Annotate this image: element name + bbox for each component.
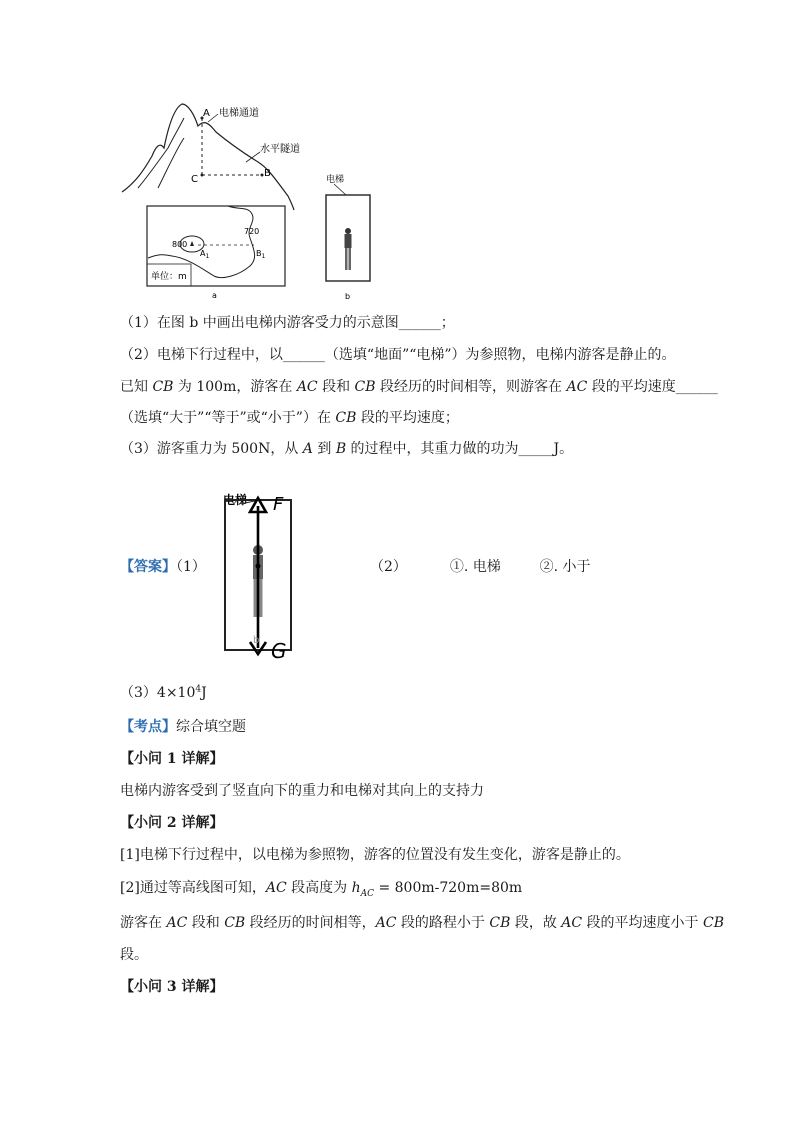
caption-b: b	[345, 292, 351, 301]
sub2-heading: 【小问 2 详解】	[120, 815, 224, 831]
sub3-heading: 【小问 3 详解】	[120, 979, 224, 995]
question-2-line-3: （选填“大于”“等于”或“小于”）在 CB 段的平均速度；	[120, 410, 459, 426]
answer-part-2-row	[370, 556, 591, 576]
answer-figure	[205, 488, 315, 663]
question-2-line-1: （2）电梯下行过程中，以______（选填“地面”“电梯”）为参照物，电梯内游客是静止的。	[120, 347, 676, 363]
label-elevator-channel: 电梯通道	[219, 108, 259, 119]
tourist-figure-b	[345, 228, 352, 270]
label-a: A	[203, 108, 210, 119]
answer-part-1: （1）	[176, 559, 206, 575]
label-800: 800	[172, 240, 188, 249]
answer-line	[120, 556, 206, 576]
answer-figure-b: b	[253, 635, 260, 646]
answer-part-3: $(3)4\times 10^4J$	[120, 684, 207, 701]
figure-a-b-svg	[118, 98, 378, 308]
answer-elevator-label: 电梯	[223, 493, 248, 507]
mountain-outline	[122, 104, 294, 210]
leader-elevator-b	[334, 184, 346, 195]
force-f-label: F	[273, 494, 284, 515]
answer-2-1: ①. 电梯	[449, 559, 501, 575]
sub2-text-3: 游客在 AC 段和 CB 段经历的时间相等，AC 段的路程小于 CB 段，故 AC 段的平均速度小于 CB	[120, 915, 725, 931]
point-c	[201, 174, 204, 177]
sub2-text-1: [1]电梯下行过程中，以电梯为参照物，游客的位置没有发生变化，游客是静止的。	[120, 847, 630, 863]
force-g-label: G	[271, 639, 287, 663]
contour-720	[148, 206, 255, 278]
label-unit: 单位：m	[151, 272, 187, 282]
mountain-ridge	[138, 118, 184, 188]
caption-a: a	[212, 291, 217, 300]
question-3: （3）游客重力为 500N，从 A 到 B 的过程中，其重力做的功为_____J。	[120, 441, 574, 457]
sub2-text-2: [2]通过等高线图可知，AC 段高度为 $h_{AC} = 800m-720m=80m$	[120, 880, 523, 899]
answer-2-2: ②. 小于	[539, 559, 591, 575]
kaodian-row: 【考点】综合填空题	[120, 719, 246, 735]
force-origin	[256, 564, 261, 569]
peak-triangle-icon	[190, 241, 194, 246]
question-1: （1）在图 b 中画出电梯内游客受力的示意图______；	[120, 315, 455, 331]
label-horizontal-tunnel: 水平隧道	[260, 144, 300, 155]
sub1-text: 电梯内游客受到了竖直向下的重力和电梯对其向上的支持力	[120, 783, 484, 799]
answer-part-2: （2）	[370, 559, 407, 575]
label-720: 720	[244, 227, 260, 236]
figure-a-b	[118, 98, 378, 308]
sub2-text-4: 段。	[120, 947, 148, 963]
label-a1: $A_1$	[200, 249, 210, 260]
sub1-heading: 【小问 1 详解】	[120, 751, 224, 767]
label-c: C	[191, 174, 198, 185]
answer-figure-svg	[205, 488, 315, 663]
label-b: B	[264, 168, 271, 179]
question-2-line-2: 已知 CB 为 100m，游客在 AC 段和 CB 段经历的时间相等，则游客在 AC 段的平均速度______	[120, 379, 718, 395]
label-b1: $B_1$	[256, 249, 266, 260]
answer-tag: 【答案】	[120, 559, 176, 575]
label-elevator-b: 电梯	[326, 175, 345, 185]
leader-tunnel	[246, 152, 260, 162]
